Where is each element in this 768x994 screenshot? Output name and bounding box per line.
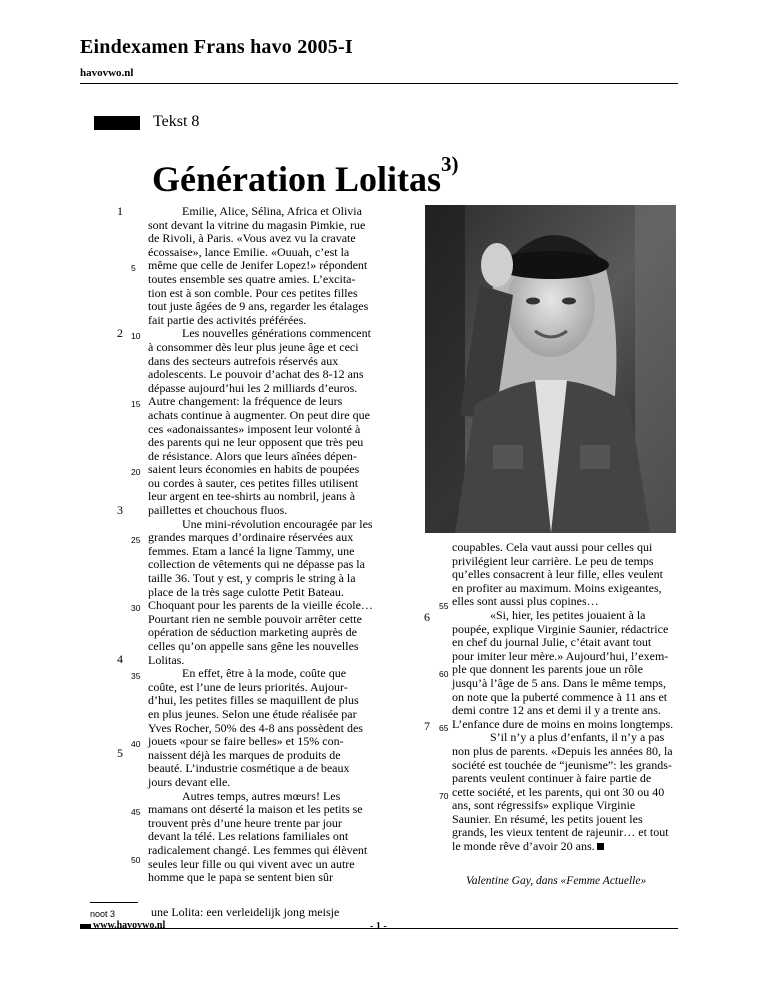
text-line-content: le monde rêve d’avoir 20 ans.	[452, 839, 595, 854]
text-line: qu’elles consacrent à leur fille, elles veulent	[452, 567, 663, 582]
paragraph-number: 6	[424, 610, 430, 624]
text-line: demi contre 12 ans et demi il y a trente ans.	[452, 703, 661, 718]
text-line: collection de vêtements qui ne dépasse pas la	[148, 557, 365, 572]
line-number: 65	[439, 723, 449, 733]
text-line: femmes. Etam a lancé la ligne Tammy, une	[148, 543, 355, 558]
line-number: 10	[131, 331, 141, 341]
text-line: parents veulent continuer à faire partie de	[452, 771, 652, 786]
text-line: achats continue à augmenter. On peut dire que	[148, 407, 370, 422]
footer-marker	[80, 924, 91, 928]
text-line: ple que donnent les parents joue un rôle	[452, 662, 643, 677]
text-line: En effet, être à la mode, coûte que	[182, 666, 347, 681]
line-number: 20	[131, 467, 141, 477]
text-line: elles sont aussi plus copines…	[452, 594, 599, 609]
text-line: écossaise», lance Emilie. «Ouuah, c’est la	[148, 244, 350, 259]
text-line: même que celle de Jenifer Lopez!» répondent	[148, 258, 368, 273]
text-line: beauté. L’industrie cosmétique a de beaux	[148, 761, 350, 776]
section-label: Tekst 8	[153, 113, 200, 130]
header-rule	[80, 83, 678, 84]
text-line	[452, 840, 673, 854]
text-line: L’enfance dure de moins en moins longtemps.	[452, 716, 674, 731]
text-line: grands, les vieux tentent de rajeunir… et tout	[452, 825, 669, 840]
text-line: dans des secteurs autrefois réservés aux	[148, 353, 339, 368]
page-number: - 1 -	[370, 921, 387, 932]
line-number: 55	[439, 601, 449, 611]
text-line: tion est à son comble. Pour ces petites filles	[148, 285, 358, 300]
paragraph-number: 5	[117, 746, 123, 760]
text-line: pour imiter leur mère.» Aujourd’hui, l’exem-	[452, 648, 669, 663]
girl-photo-illustration	[425, 205, 676, 533]
paragraph-number: 1	[117, 204, 123, 218]
section-marker	[94, 116, 140, 130]
text-line: jours devant elle.	[148, 774, 231, 789]
text-line: Saunier. En résumé, les petits jouent les	[452, 811, 643, 826]
paragraph-number: 7	[424, 719, 430, 733]
text-line: seules leur fille ou qui vivent avec un autre	[148, 856, 355, 871]
text-line: mamans ont déserté la maison et les petits se	[148, 802, 363, 817]
text-line: on note que la puberté commence à 11 ans et	[452, 689, 668, 704]
text-line: «Si, hier, les petites jouaient à la	[490, 607, 646, 622]
article-title-text: Génération Lolitas	[152, 159, 441, 199]
text-line: Pourtant rien ne semble pouvoir arrêter cette	[148, 611, 362, 626]
text-line: ces «adonaissantes» imposent leur volonté à	[148, 421, 361, 436]
text-line: Une mini-révolution encouragée par les	[182, 516, 373, 531]
text-line: S’il n’y a plus d’enfants, il n’y a pas	[490, 730, 665, 745]
line-number: 60	[439, 669, 449, 679]
text-line: poupée, explique Virginie Saunier, rédactrice	[452, 621, 669, 636]
text-line: grandes marques d’ordinaire réservées aux	[148, 530, 354, 545]
text-line: en profiter au maximum. Moins exigeantes,	[452, 580, 662, 595]
text-line: adolescents. Le pouvoir d’achat des 8-12 ans	[148, 367, 364, 382]
text-line: toutes ensemble ses quatre amies. L’excita-	[148, 271, 356, 286]
text-line: d’hui, les petites filles se maquillent de plus	[148, 693, 359, 708]
text-line: radicalement changé. Les femmes qui élèvent	[148, 842, 368, 857]
article-signature: Valentine Gay, dans «Femme Actuelle»	[466, 875, 647, 887]
line-number: 25	[131, 535, 141, 545]
text-line: trouvent près d’une heure trente par jour	[148, 815, 342, 830]
footnote-label: noot 3	[90, 909, 116, 919]
line-number: 35	[131, 671, 141, 681]
line-number: 70	[439, 791, 449, 801]
article-title	[152, 152, 459, 200]
footer-site: www.havovwo.nl	[93, 920, 166, 931]
text-line: ans, sont régressifs» explique Virginie	[452, 798, 636, 813]
text-line: fait partie des activités préférées.	[148, 312, 307, 327]
text-line: sont devant la vitrine du magasin Pimkie, rue	[148, 217, 366, 232]
text-line: taille 36. Tout y est, y compris le string à la	[148, 571, 356, 586]
line-number: 40	[131, 739, 141, 749]
text-line: leur argent en tee-shirts au nombril, jeans à	[148, 489, 356, 504]
text-line: de résistance. Alors que leurs aînées dépen-	[148, 448, 357, 463]
text-line: société est touchée de “jeunisme”: les grands-	[452, 757, 672, 772]
footnote-text: une Lolita: een verleidelijk jong meisje	[151, 905, 340, 919]
text-line: jouets «pour se faire belles» et 15% con-	[148, 734, 344, 749]
text-line: en plus jeunes. Selon une étude réalisée par	[148, 706, 357, 721]
header-site: havovwo.nl	[80, 67, 134, 79]
text-line: dépasse aujourd’hui les 2 milliards d’euros.	[148, 380, 358, 395]
text-line: des parents qui ne leur opposent que très peu	[148, 435, 364, 450]
line-number: 30	[131, 603, 141, 613]
text-line: devant la télé. Les relations familiales ont	[148, 829, 349, 844]
text-line: Yves Rocher, 50% des 4-8 ans possèdent des	[148, 720, 363, 735]
text-line: à consommer dès leur plus jeune âge et ceci	[148, 339, 359, 354]
title-note-marker: 3)	[440, 152, 459, 176]
text-line: place de la très sage culotte Petit Bateau.	[148, 584, 344, 599]
text-line: de Rivoli, à Paris. «Vous avez vu la cravate	[148, 231, 356, 246]
text-line: en chef du journal Julie, c’était avant tout	[452, 635, 652, 650]
text-line: opération de séduction marketing auprès de	[148, 625, 357, 640]
paragraph-number: 3	[117, 503, 123, 517]
text-line: Autres temps, autres mœurs! Les	[182, 788, 341, 803]
exam-title: Eindexamen Frans havo 2005-I	[80, 36, 353, 58]
end-of-article-square	[597, 843, 604, 850]
text-line: Choquant pour les parents de la vieille école…	[148, 598, 373, 613]
text-line: jusqu’à l’âge de 5 ans. Dans le même temps,	[452, 675, 666, 690]
article-photo	[425, 205, 676, 533]
line-number: 50	[131, 855, 141, 865]
text-line: coûte, est l’une de leurs priorités. Aujour-	[148, 679, 348, 694]
text-line: Lolitas.	[148, 652, 185, 667]
text-line: Autre changement: la fréquence de leurs	[148, 394, 343, 409]
text-line: naissent déjà les marques de produits de	[148, 747, 341, 762]
paragraph-number: 2	[117, 326, 123, 340]
text-line: non plus de parents. «Depuis les années 80, la	[452, 743, 673, 758]
text-line: homme que le papa se sentent bien sûr	[148, 870, 333, 885]
text-line: cette société, et les parents, qui ont 30 ou 40	[452, 784, 665, 799]
text-line: coupables. Cela vaut aussi pour celles qui	[452, 540, 653, 554]
text-line: celles qu’on appelle sans gêne les nouvelles	[148, 639, 359, 653]
line-number: 15	[131, 399, 141, 409]
text-line: Emilie, Alice, Sélina, Africa et Olivia	[182, 204, 362, 218]
text-line: ou cordes à sauter, ces petites filles utilisent	[148, 475, 359, 490]
article-column-2	[452, 541, 673, 854]
line-number: 45	[131, 807, 141, 817]
text-line: privilégient leur carrière. Le peu de temps	[452, 553, 654, 568]
text-line: paillettes et chouchous fluos.	[148, 503, 288, 518]
text-line: saient leurs économies en habits de poupées	[148, 462, 360, 477]
footnote-rule	[90, 902, 138, 903]
text-line: Les nouvelles générations commencent	[182, 326, 371, 341]
line-number: 5	[131, 263, 136, 273]
article-column-1	[148, 205, 373, 885]
text-line: tout juste âgées de 9 ans, regarder les étalages	[148, 299, 369, 314]
paragraph-number: 4	[117, 652, 123, 666]
